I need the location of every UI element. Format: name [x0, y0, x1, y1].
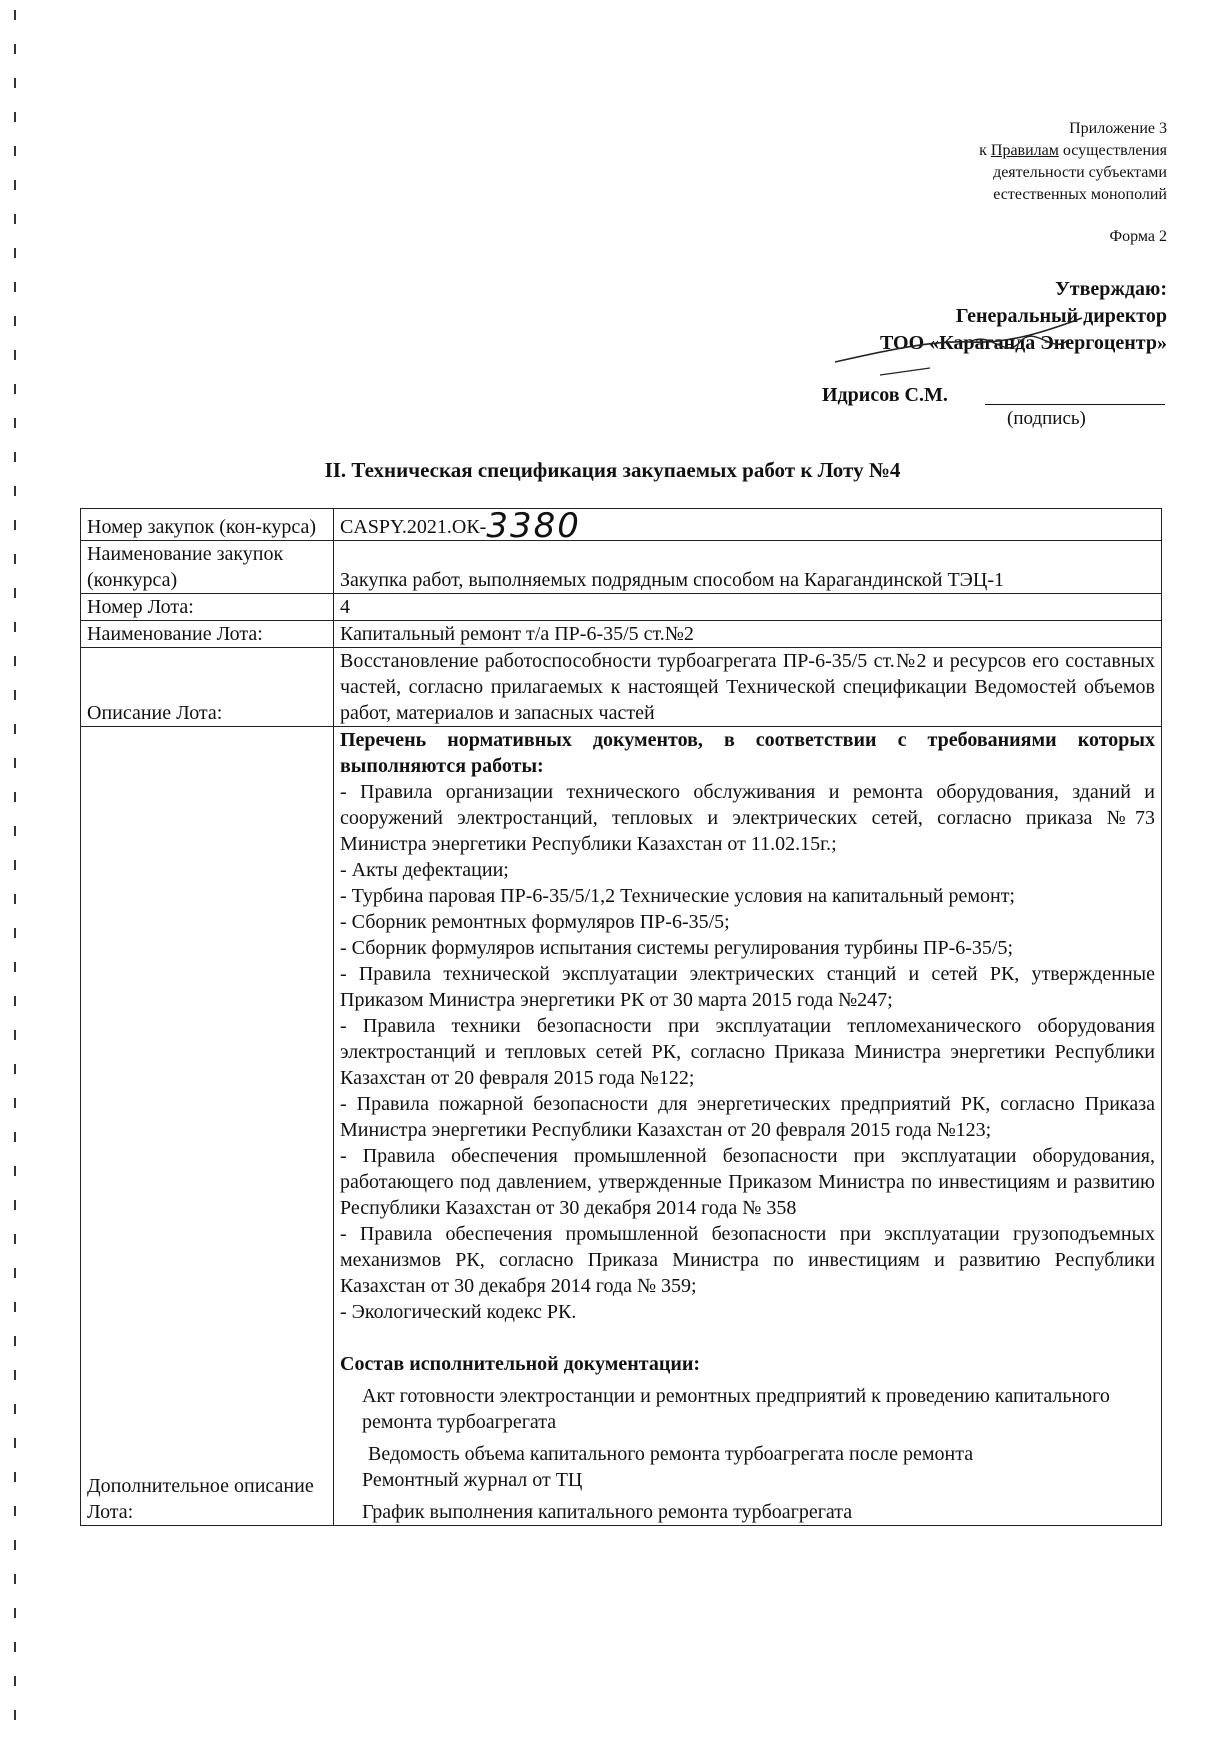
list-item: - Турбина паровая ПР-6-35/5/1,2 Технические условия на капитальный ремонт; [340, 885, 1015, 907]
list-item: - Правила организации технического обслуживания и ремонта оборудования, зданий и сооружений электростанций, тепловых и электрических сетей, согласно приказа №73 Министра энергетики Республики Казахстан от 11.02.15г.; [340, 781, 1155, 855]
list-item: - Правила пожарной безопасности для энергетических предприятий РК, согласно Приказа Министра энергетики Республики Казахстан от 20 февраля 2015 года №123; [340, 1093, 1155, 1141]
normative-docs-heading: Перечень нормативных документов, в соответствии с требованиями которых выполняются работы: [340, 729, 1155, 777]
annex-line-3: деятельности субъектами [993, 164, 1167, 181]
rules-link: Правилам [990, 142, 1059, 159]
table-row [81, 541, 1162, 594]
document-title: II. Техническая спецификация закупаемых работ к Лоту №4 [324, 458, 901, 482]
row-value [334, 506, 1162, 546]
signature-caption: (подпись) [1007, 408, 1086, 429]
list-item: График выполнения капитального ремонта турбоагрегата [362, 1501, 853, 1523]
row-value: 4 [334, 594, 1162, 621]
row-label: Описание Лота: [81, 648, 334, 727]
list-item: - Акты дефектации; [340, 859, 509, 881]
list-item: - Правила технической эксплуатации электрических станций и сетей РК, утвержденные Приказом Министра энергетики РК от 30 марта 2015 года №247; [340, 963, 1155, 1011]
list-item: - Сборник формуляров испытания системы регулирования турбины ПР-6-35/5; [340, 937, 1013, 959]
annex-line-2-prefix: к [979, 142, 991, 159]
list-item: - Экологический кодекс РК. [340, 1301, 577, 1323]
row-value: Капитальный ремонт т/а ПР-6-35/5 ст.№2 [334, 621, 1162, 648]
section-spacer [340, 1325, 1155, 1351]
row-label: Номер Лота: [81, 594, 334, 621]
signer-name: Идрисов С.М. [822, 384, 948, 406]
list-item: Ведомость объема капитального ремонта турбоагрегата после ремонта [368, 1443, 974, 1465]
row-label: Номер закупок (кон-курса) [81, 509, 334, 541]
signature-rule [985, 404, 1165, 405]
row-value: Восстановление работоспособности турбоагрегата ПР-6-35/5 ст.№2 и ресурсов его составных частей, согласно прилагаемых к настоящей Технической спецификации Ведомостей объемов работ, материалов и запасных частей [334, 648, 1162, 727]
list-item: Акт готовности электростанции и ремонтных предприятий к проведению капитального ремонта турбоагрегата [362, 1385, 1110, 1433]
list-item: - Правила обеспечения промышленной безопасности при эксплуатации грузоподъемных механизмов РК, согласно Приказа Министра по инвестициям и развитию Республики Казахстан от 30 декабря 2014 года № 359; [340, 1223, 1155, 1297]
table-row [81, 727, 1162, 1526]
annex-line-2 [807, 140, 1167, 162]
row-value: Закупка работ, выполняемых подрядным способом на Карагандинской ТЭЦ-1 [334, 541, 1162, 594]
spec-table [80, 508, 1162, 1526]
procurement-number-handwritten: 3380 [486, 506, 581, 546]
annex-line-2-suffix: осуществления [1058, 142, 1167, 159]
row-label: Дополнительное описание Лота: [81, 727, 334, 1526]
signature-scribble [820, 300, 1120, 380]
list-item: - Правила обеспечения промышленной безопасности при эксплуатации оборудования, работающего под давлением, утвержденные Приказом Министра по инвестициям и развитию Республики Казахстан от 30 декабря 2014 года № 358 [340, 1145, 1155, 1219]
scan-edge-marks [14, 10, 16, 1730]
approval-line-3: ТОО «Караганда Энергоцентр» [879, 332, 1167, 354]
table-row [81, 594, 1162, 621]
table-row [81, 648, 1162, 727]
table-row [81, 509, 1162, 541]
row-label: Наименование закупок (конкурса) [81, 541, 334, 594]
annex-line-1: Приложение 3 [1069, 120, 1167, 137]
approval-line-2: Генеральный директор [955, 305, 1167, 327]
list-item: - Сборник ремонтных формуляров ПР-6-35/5; [340, 911, 730, 933]
exec-docs-heading: Состав исполнительной документации: [340, 1353, 701, 1375]
list-item: Ремонтный журнал от ТЦ [362, 1469, 583, 1491]
procurement-number-prefix: CASPY.2021.ОК- [340, 516, 487, 538]
additional-description [334, 727, 1162, 1526]
approval-line-1: Утверждаю: [1055, 278, 1167, 300]
annex-line-4: естественных монополий [993, 186, 1167, 203]
table-row [81, 621, 1162, 648]
row-label: Наименование Лота: [81, 621, 334, 648]
list-item: - Правила техники безопасности при эксплуатации тепломеханического оборудования электростанций и тепловых сетей РК, согласно Приказа Министра энергетики Республики Казахстан от 20 февраля 2015 года №122; [340, 1015, 1155, 1089]
form-label: Форма 2 [1109, 228, 1167, 245]
annex-header [807, 118, 1167, 206]
